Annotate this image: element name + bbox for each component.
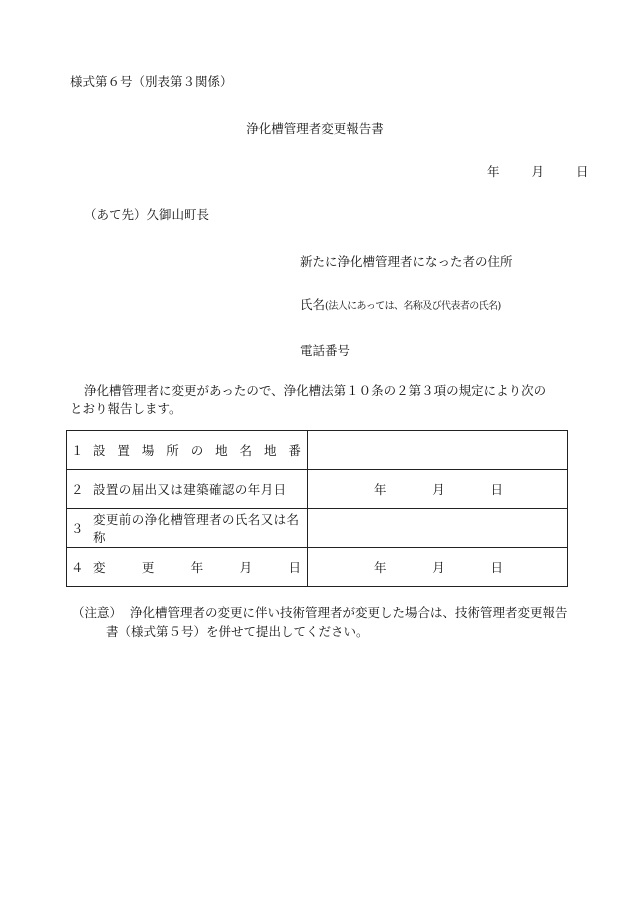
row-number: １: [71, 443, 84, 458]
caution-text-line-2: 書（様式第５号）を併せて提出してください。: [106, 624, 369, 639]
table-row: [67, 548, 568, 587]
date-year-label: 年: [374, 482, 387, 497]
row-number: ４: [71, 560, 84, 575]
row-label: [67, 548, 308, 587]
installation-date-field[interactable]: [308, 470, 568, 509]
form-number: 様式第６号（別表第３関係）: [70, 74, 233, 89]
previous-manager-field[interactable]: [308, 509, 568, 548]
date-day-label: 日: [490, 482, 503, 497]
date-month-label: 月: [432, 560, 445, 575]
row-number: ２: [71, 482, 84, 497]
row-label: [67, 509, 308, 548]
date-month-label: 月: [432, 482, 445, 497]
report-statement: 浄化槽管理者に変更があったので、浄化槽法第１０条の２第３項の規定により次のとおり報告します。: [70, 383, 547, 416]
reporter-address-label: 新たに浄化槽管理者になった者の住所: [300, 254, 513, 269]
row-label-text: 設置の届出又は建築確認の年月日: [93, 482, 287, 497]
caution-heading: （注意）: [72, 605, 123, 620]
caution-text-line-1: 浄化槽管理者の変更に伴い技術管理者が変更した場合は、技術管理者変更報告: [130, 605, 568, 620]
row-label-text: 変更前の浄化槽管理者の氏名又は名称: [93, 512, 300, 545]
table-row: [67, 470, 568, 509]
table-row: [67, 431, 568, 470]
reporter-name-line: [300, 297, 501, 315]
row-label-text: 変 更 年 月 日: [93, 560, 301, 575]
row-label-text: 設 置 場 所 の 地 名 地 番: [93, 443, 301, 458]
date-day-label: 日: [575, 164, 589, 179]
date-year-label: 年: [487, 164, 500, 179]
addressee: （あて先）久御山町長: [84, 207, 210, 222]
installation-location-field[interactable]: [308, 431, 568, 470]
reporter-name-note: (法人にあっては、名称及び代表者の氏名): [325, 301, 501, 312]
row-number: ３: [71, 521, 84, 536]
row-label: [67, 431, 308, 470]
date-month-label: 月: [531, 164, 544, 179]
date-year-label: 年: [374, 560, 387, 575]
report-table: [66, 430, 568, 587]
row-label: [67, 470, 308, 509]
change-date-field[interactable]: [308, 548, 568, 587]
table-row: [67, 509, 568, 548]
reporter-phone-label: 電話番号: [300, 343, 351, 358]
document-title: 浄化槽管理者変更報告書: [246, 121, 384, 136]
reporter-name-label: 氏名: [300, 297, 326, 312]
date-day-label: 日: [490, 560, 503, 575]
report-date: [487, 164, 588, 180]
